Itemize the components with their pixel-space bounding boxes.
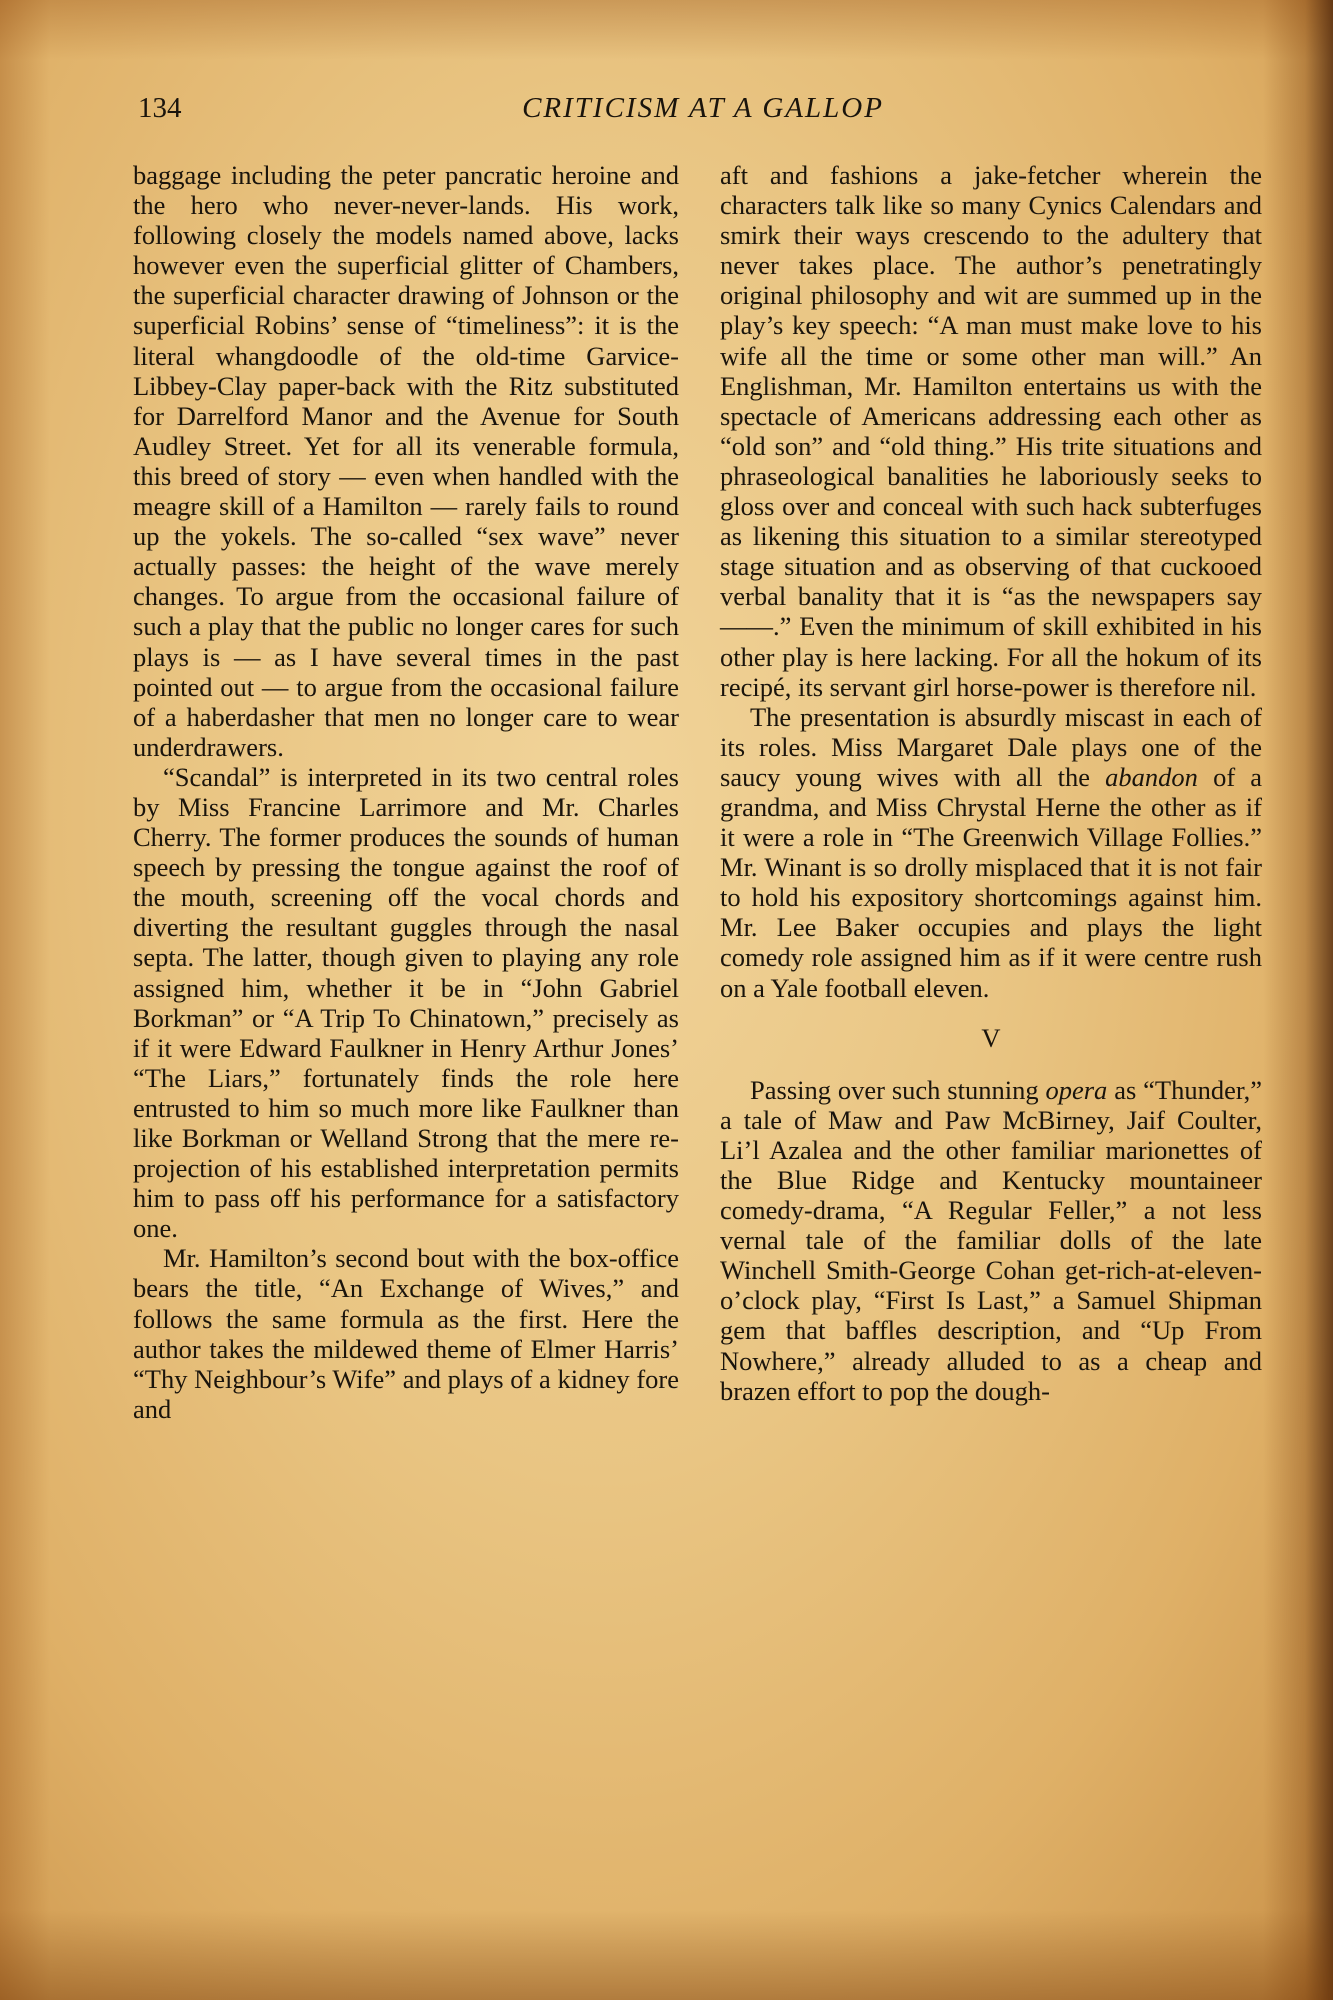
running-head: CRITICISM AT A GALLOP — [522, 92, 884, 124]
paragraph-text: as “Thunder,” a tale of Maw and Paw McBirney, Jaif Coulter, Li’l Azalea and the other familiar marionettes of the Blue Ridge and Kentucky mountaineer comedy-drama, “A Regular Feller,” a not less vernal tale of the familiar dolls of the late Winchell Smith-George Cohan get-rich-at-eleven-o’clock play, “First Is Last,” a Samuel Shipman gem that baffles description, and “Up From Nowhere,” already alluded to as a cheap and brazen effort to pop the dough- — [720, 1074, 1263, 1406]
paragraph: “Scandal” is interpreted in its two central roles by Miss Francine Larrimore and Mr. Charles Cherry. The former produces the sounds of human speech by pressing the tongue against the roof of the mouth, screening off the vocal chords and diverting the resultant guggles through the nasal septa. The latter, though given to playing any role assigned him, whether it be in “John Gabriel Borkman” or “A Trip To Chinatown,” precisely as if it were Edward Faulkner in Henry Arthur Jones’ “The Liars,” fortunately finds the role here entrusted to him so much more like Faulkner than like Borkman or Welland Strong that the mere re-projection of his established interpretation permits him to pass off his performance for a satisfactory one. — [133, 761, 679, 1244]
paragraph: aft and fashions a jake-fetcher wherein the characters talk like so many Cynics Calendars and smirk their ways crescendo to the adultery that never takes place. The author’s penetratingly original philosophy and wit are summed up in the play’s key speech: “A man must make love to his wife all the time or some other man will.” An Englishman, Mr. Hamilton entertains us with the spectacle of Americans addressing each other as “old son” and “old thing.” His trite situations and phraseological banalities he laboriously seeks to gloss over and conceal with such hack subterfuges as likening this situation to a similar stereotyped stage situation and as observing of that cuckooed verbal banality that it is “as the newspapers say ——.” Even the minimum of skill exhibited in his other play is here lacking. For all the hokum of its recipé, its servant girl horse-power is therefore nil. — [720, 160, 1262, 702]
page-edge-shadow-top — [0, 0, 1333, 60]
page-header — [138, 88, 1268, 128]
paragraph-text: of a grandma, and Miss Chrystal Herne the other as if it were a role in “The Greenwich Village Follies.” Mr. Winant is so drolly misplaced that it is not fair to hold his expository shortcomings against him. Mr. Lee Baker occupies and plays the light comedy role assigned him as if it were centre rush on a Yale football eleven. — [720, 761, 1263, 1003]
paragraph — [720, 702, 1262, 1003]
page-edge-shadow-bottom — [0, 1910, 1333, 2000]
italic-word: abandon — [1105, 761, 1198, 792]
paragraph-text: Passing over such stunning — [750, 1074, 1039, 1105]
left-column — [133, 160, 679, 1424]
paragraph-text: The presentation is absurdly miscast in each of its roles. Miss Margaret Dale plays one of the saucy young wives with all the — [720, 701, 1262, 792]
section-heading: V — [981, 1022, 1001, 1053]
paragraph: baggage including the peter pancratic heroine and the hero who never-never-lands. His work, following closely the models named above, lacks however even the superficial glitter of Chambers, the superficial character drawing of Johnson or the superficial Robins’ sense of “timeliness”: it is the literal whangdoodle of the old-time Garvice-Libbey-Clay paper-back with the Ritz substituted for Darrelford Manor and the Avenue for South Audley Street. Yet for all its venerable formula, this breed of story — even when handled with the meagre skill of a Hamilton — rarely fails to round up the yokels. The so-called “sex wave” never actually passes: the height of the wave merely changes. To argue from the occasional failure of such a play that the public no longer cares for such plays is — as I have several times in the past pointed out — to argue from the occasional failure of a haberdasher that men no longer care to wear underdrawers. — [133, 160, 679, 762]
page-number: 134 — [138, 92, 182, 124]
page-edge-shadow-right — [1263, 0, 1333, 2000]
page-edge-shadow-left — [0, 0, 50, 2000]
paragraph: Mr. Hamilton’s second bout with the box-office bears the title, “An Exchange of Wives,” and follows the same formula as the first. Here the author takes the mildewed theme of Elmer Harris’ “Thy Neighbour’s Wife” and plays of a kidney fore and — [133, 1243, 679, 1424]
paragraph — [720, 1075, 1262, 1406]
italic-word: opera — [1045, 1074, 1108, 1105]
right-column — [720, 160, 1262, 1406]
